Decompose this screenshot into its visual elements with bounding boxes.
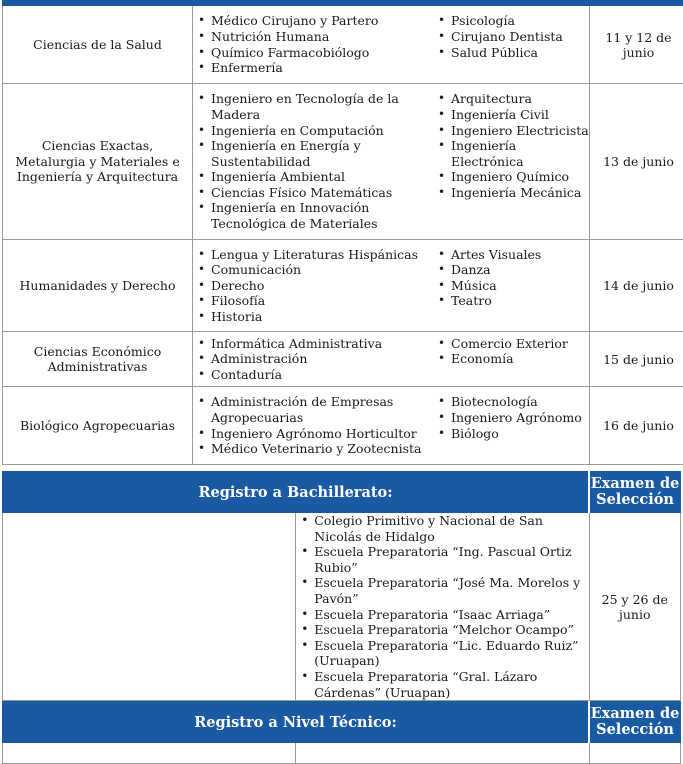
tecnico-table: [2, 701, 681, 764]
career-column: [193, 247, 433, 325]
career-list: [193, 387, 590, 465]
career-item: • Lengua y Literaturas Hispánicas: [211, 247, 433, 263]
career-item: • Derecho: [211, 278, 433, 294]
tecnico-title: Registro a Nivel Técnico:: [3, 702, 590, 743]
career-item: • Ingeniero Electricista: [451, 123, 589, 139]
career-column: [433, 247, 589, 309]
bachillerato-header: [3, 472, 681, 513]
registration-schedule: [2, 0, 681, 764]
bachillerato-table: [2, 471, 681, 701]
career-item: • Enfermería: [211, 60, 433, 76]
career-item: • Biólogo: [451, 426, 589, 442]
area-row: [3, 387, 683, 465]
tecnico-exam-header: Examen de Selección: [589, 702, 680, 743]
area-row: [3, 332, 683, 387]
career-item: • Ingeniería en Energía y Sustentabilidad: [211, 138, 433, 169]
career-item: • Ingeniero Agrónomo: [451, 410, 589, 426]
career-item: • Biotecnología: [451, 394, 589, 410]
career-column: [433, 336, 589, 367]
exam-date: 14 de junio: [590, 240, 683, 332]
career-item: • Ingeniería en Innovación Tecnológica de Materiales: [211, 200, 433, 231]
career-item: • Médico Cirujano y Partero: [211, 13, 433, 29]
exam-date: 11 y 12 de junio: [590, 6, 683, 84]
career-item: • Historia: [211, 309, 433, 325]
career-item: • Artes Visuales: [451, 247, 589, 263]
career-list: [193, 84, 590, 240]
career-item: • Salud Pública: [451, 45, 589, 61]
career-item: • Ingeniería en Computación: [211, 123, 433, 139]
area-row: [3, 6, 683, 84]
career-column: [193, 13, 433, 75]
school-item: • Escuela Preparatoria “Lic. Eduardo Ruiz” (Uruapan): [314, 638, 588, 669]
career-item: • Filosofía: [211, 293, 433, 309]
career-item: • Psicología: [451, 13, 589, 29]
career-list: [193, 332, 590, 387]
career-item: • Médico Veterinario y Zootecnista: [211, 441, 433, 457]
career-item: • Contaduría: [211, 367, 433, 383]
bachillerato-row: [3, 513, 681, 701]
career-item: • Ingeniero Agrónomo Horticultor: [211, 426, 433, 442]
area-row: [3, 240, 683, 332]
career-column: [433, 91, 589, 200]
career-column: [433, 13, 589, 60]
career-item: • Arquitectura: [451, 91, 589, 107]
career-item: • Ingeniero Químico: [451, 169, 589, 185]
career-item: • Ingeniería Civil: [451, 107, 589, 123]
career-item: • Música: [451, 278, 589, 294]
career-item: • Ingeniería Mecánica: [451, 185, 589, 201]
schools-list: [296, 513, 588, 700]
career-column: [193, 91, 433, 231]
career-item: • Nutrición Humana: [211, 29, 433, 45]
school-item: • Escuela Preparatoria “Gral. Lázaro Cárdenas” (Uruapan): [314, 669, 588, 700]
career-item: • Ingeniería Electrónica: [451, 138, 589, 169]
area-name: Ciencias Económico Administrativas: [3, 332, 193, 387]
exam-date: 13 de junio: [590, 84, 683, 240]
exam-date: 15 de junio: [590, 332, 683, 387]
career-item: • Informática Administrativa: [211, 336, 433, 352]
career-item: • Cirujano Dentista: [451, 29, 589, 45]
schedule-table: [2, 0, 683, 465]
school-item: • Escuela Preparatoria “Melchor Ocampo”: [314, 622, 588, 638]
area-row: [3, 84, 683, 240]
area-name: Humanidades y Derecho: [3, 240, 193, 332]
bachillerato-title: Registro a Bachillerato:: [3, 472, 590, 513]
career-item: • Comercio Exterior: [451, 336, 589, 352]
school-item: • Escuela Preparatoria “Ing. Pascual Ortiz Rubio”: [314, 544, 588, 575]
career-item: • Comunicación: [211, 262, 433, 278]
career-column: [193, 394, 433, 456]
career-item: • Ciencias Físico Matemáticas: [211, 185, 433, 201]
career-column: [193, 336, 433, 383]
career-item: • Administración de Empresas Agropecuarias: [211, 394, 433, 425]
school-item: • Escuela Preparatoria “Isaac Arriaga”: [314, 607, 588, 623]
career-item: • Químico Farmacobiólogo: [211, 45, 433, 61]
career-item: • Economía: [451, 351, 589, 367]
school-item: • Colegio Primitivo y Nacional de San Nicolás de Hidalgo: [314, 513, 588, 544]
career-item: • Danza: [451, 262, 589, 278]
tecnico-row: [3, 743, 681, 764]
area-name: Ciencias Exactas, Metalurgia y Materiales e Ingeniería y Arquitectura: [3, 84, 193, 240]
career-item: • Administración: [211, 351, 433, 367]
career-list: [193, 6, 590, 84]
area-name: Ciencias de la Salud: [3, 6, 193, 84]
school-item: • Escuela Preparatoria “José Ma. Morelos y Pavón”: [314, 575, 588, 606]
exam-date: 16 de junio: [590, 387, 683, 465]
career-item: • Ingeniería Ambiental: [211, 169, 433, 185]
career-column: [433, 394, 589, 441]
career-item: • Ingeniero en Tecnología de la Madera: [211, 91, 433, 122]
bachillerato-date: 25 y 26 de junio: [589, 513, 680, 701]
bachillerato-exam-header: Examen de Selección: [589, 472, 680, 513]
area-name: Biológico Agropecuarias: [3, 387, 193, 465]
tecnico-header: [3, 702, 681, 743]
areas-body: [3, 6, 683, 465]
bachillerato-schools: [296, 513, 589, 701]
career-list: [193, 240, 590, 332]
career-item: • Teatro: [451, 293, 589, 309]
